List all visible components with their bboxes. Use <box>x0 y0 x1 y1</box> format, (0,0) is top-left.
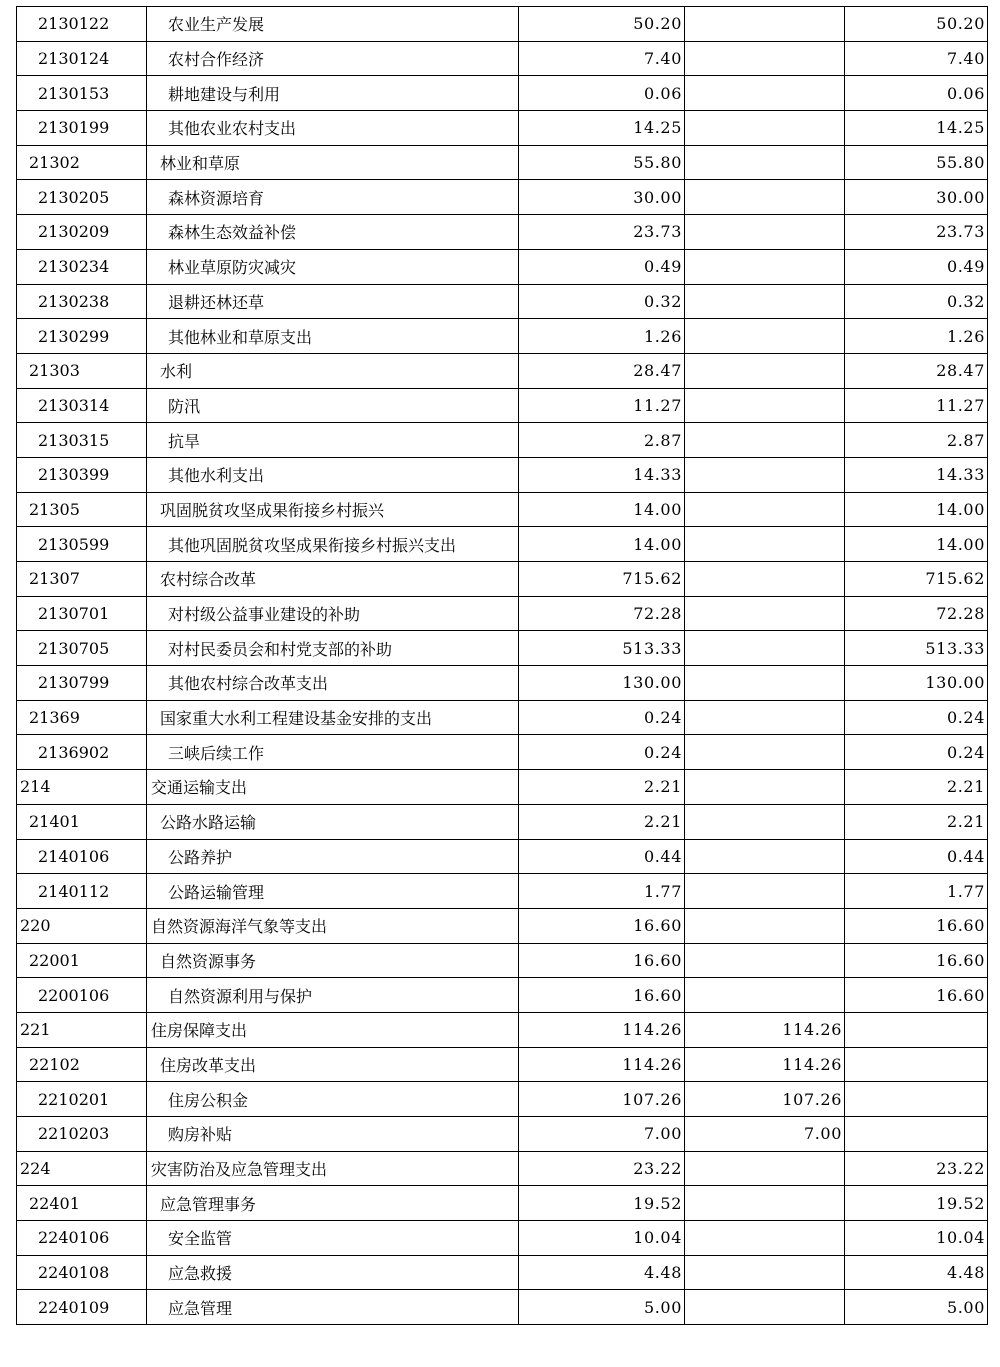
row-project: 11.27 <box>845 388 988 423</box>
row-name: 住房保障支出 <box>147 1012 519 1047</box>
row-name: 林业和草原 <box>147 145 519 180</box>
row-total: 0.06 <box>519 76 685 111</box>
row-name: 公路养护 <box>147 839 519 874</box>
row-project: 10.04 <box>845 1221 988 1256</box>
row-basic <box>685 41 845 76</box>
table-row <box>17 76 988 111</box>
row-total: 14.25 <box>519 111 685 146</box>
row-basic <box>685 770 845 805</box>
table-row <box>17 180 988 215</box>
row-name: 森林生态效益补偿 <box>147 215 519 250</box>
row-project: 2.87 <box>845 423 988 458</box>
row-code: 214 <box>17 770 147 805</box>
row-basic <box>685 735 845 770</box>
table-row <box>17 492 988 527</box>
row-project: 16.60 <box>845 978 988 1013</box>
table-row <box>17 770 988 805</box>
table-row <box>17 457 988 492</box>
table-row <box>17 423 988 458</box>
row-basic <box>685 666 845 701</box>
row-basic <box>685 874 845 909</box>
row-basic <box>685 423 845 458</box>
row-basic <box>685 1221 845 1256</box>
row-name: 其他水利支出 <box>147 457 519 492</box>
row-name: 退耕还林还草 <box>147 284 519 319</box>
row-total: 513.33 <box>519 631 685 666</box>
row-name: 灾害防治及应急管理支出 <box>147 1151 519 1186</box>
table-row <box>17 943 988 978</box>
row-project: 19.52 <box>845 1186 988 1221</box>
row-total: 2.21 <box>519 804 685 839</box>
row-basic <box>685 319 845 354</box>
row-basic <box>685 1151 845 1186</box>
table-row <box>17 596 988 631</box>
row-name: 林业草原防灾减灾 <box>147 249 519 284</box>
row-total: 19.52 <box>519 1186 685 1221</box>
row-code: 21302 <box>17 145 147 180</box>
table-row <box>17 7 988 42</box>
row-project: 0.32 <box>845 284 988 319</box>
row-code: 2130124 <box>17 41 147 76</box>
table-row <box>17 804 988 839</box>
row-total: 23.73 <box>519 215 685 250</box>
row-project: 0.06 <box>845 76 988 111</box>
budget-table-body <box>17 7 988 1325</box>
row-code: 2130234 <box>17 249 147 284</box>
row-name: 耕地建设与利用 <box>147 76 519 111</box>
row-total: 715.62 <box>519 562 685 597</box>
row-total: 114.26 <box>519 1012 685 1047</box>
row-code: 2130315 <box>17 423 147 458</box>
row-code: 220 <box>17 908 147 943</box>
row-total: 0.32 <box>519 284 685 319</box>
row-total: 0.49 <box>519 249 685 284</box>
table-row <box>17 839 988 874</box>
row-total: 16.60 <box>519 943 685 978</box>
row-code: 2140112 <box>17 874 147 909</box>
row-basic: 114.26 <box>685 1012 845 1047</box>
row-code: 21401 <box>17 804 147 839</box>
table-row <box>17 700 988 735</box>
row-name: 应急救援 <box>147 1255 519 1290</box>
row-project <box>845 1012 988 1047</box>
row-project: 50.20 <box>845 7 988 42</box>
table-row <box>17 388 988 423</box>
row-total: 10.04 <box>519 1221 685 1256</box>
table-row <box>17 215 988 250</box>
row-project: 2.21 <box>845 770 988 805</box>
row-code: 224 <box>17 1151 147 1186</box>
row-basic <box>685 353 845 388</box>
row-code: 22001 <box>17 943 147 978</box>
row-total: 0.24 <box>519 700 685 735</box>
table-row <box>17 527 988 562</box>
row-basic <box>685 700 845 735</box>
row-project: 715.62 <box>845 562 988 597</box>
table-row <box>17 284 988 319</box>
row-code: 2130799 <box>17 666 147 701</box>
row-basic <box>685 1255 845 1290</box>
row-project: 14.25 <box>845 111 988 146</box>
row-code: 2130314 <box>17 388 147 423</box>
row-code: 2130122 <box>17 7 147 42</box>
table-row <box>17 111 988 146</box>
row-name: 应急管理事务 <box>147 1186 519 1221</box>
row-total: 16.60 <box>519 908 685 943</box>
row-name: 应急管理 <box>147 1290 519 1325</box>
row-project <box>845 1117 988 1152</box>
row-total: 11.27 <box>519 388 685 423</box>
row-basic <box>685 596 845 631</box>
table-row <box>17 1082 988 1117</box>
row-name: 国家重大水利工程建设基金安排的支出 <box>147 700 519 735</box>
row-total: 7.40 <box>519 41 685 76</box>
row-basic <box>685 562 845 597</box>
row-code: 2240108 <box>17 1255 147 1290</box>
row-code: 2130199 <box>17 111 147 146</box>
row-code: 21369 <box>17 700 147 735</box>
row-name: 抗旱 <box>147 423 519 458</box>
row-name: 购房补贴 <box>147 1117 519 1152</box>
row-name: 公路水路运输 <box>147 804 519 839</box>
row-project: 0.24 <box>845 735 988 770</box>
row-name: 交通运输支出 <box>147 770 519 805</box>
row-project: 2.21 <box>845 804 988 839</box>
table-row <box>17 1117 988 1152</box>
row-project: 7.40 <box>845 41 988 76</box>
row-code: 2130299 <box>17 319 147 354</box>
row-code: 2240109 <box>17 1290 147 1325</box>
row-basic <box>685 249 845 284</box>
row-project: 1.26 <box>845 319 988 354</box>
row-project: 16.60 <box>845 908 988 943</box>
row-name: 其他农村综合改革支出 <box>147 666 519 701</box>
row-basic <box>685 215 845 250</box>
row-code: 21305 <box>17 492 147 527</box>
row-total: 55.80 <box>519 145 685 180</box>
row-name: 住房公积金 <box>147 1082 519 1117</box>
row-total: 23.22 <box>519 1151 685 1186</box>
row-project: 16.60 <box>845 943 988 978</box>
row-code: 21307 <box>17 562 147 597</box>
row-total: 1.26 <box>519 319 685 354</box>
row-total: 130.00 <box>519 666 685 701</box>
row-name: 公路运输管理 <box>147 874 519 909</box>
row-name: 自然资源海洋气象等支出 <box>147 908 519 943</box>
row-basic <box>685 388 845 423</box>
row-name: 其他巩固脱贫攻坚成果衔接乡村振兴支出 <box>147 527 519 562</box>
row-code: 2130238 <box>17 284 147 319</box>
table-row <box>17 874 988 909</box>
row-name: 巩固脱贫攻坚成果衔接乡村振兴 <box>147 492 519 527</box>
table-row <box>17 319 988 354</box>
row-code: 2130209 <box>17 215 147 250</box>
table-row <box>17 41 988 76</box>
table-row <box>17 1012 988 1047</box>
row-project: 0.44 <box>845 839 988 874</box>
table-row <box>17 735 988 770</box>
row-code: 22102 <box>17 1047 147 1082</box>
row-code: 2210203 <box>17 1117 147 1152</box>
row-name: 农业生产发展 <box>147 7 519 42</box>
row-project <box>845 1082 988 1117</box>
row-name: 农村合作经济 <box>147 41 519 76</box>
row-basic <box>685 908 845 943</box>
row-basic: 7.00 <box>685 1117 845 1152</box>
row-project: 1.77 <box>845 874 988 909</box>
row-project: 55.80 <box>845 145 988 180</box>
row-name: 三峡后续工作 <box>147 735 519 770</box>
row-code: 2130701 <box>17 596 147 631</box>
table-row <box>17 562 988 597</box>
row-code: 2130705 <box>17 631 147 666</box>
table-row <box>17 1186 988 1221</box>
row-total: 0.24 <box>519 735 685 770</box>
row-code: 2130599 <box>17 527 147 562</box>
row-basic <box>685 943 845 978</box>
row-code: 21303 <box>17 353 147 388</box>
row-name: 对村级公益事业建设的补助 <box>147 596 519 631</box>
table-row <box>17 631 988 666</box>
row-total: 2.87 <box>519 423 685 458</box>
table-row <box>17 145 988 180</box>
row-basic <box>685 76 845 111</box>
row-code: 2240106 <box>17 1221 147 1256</box>
row-basic <box>685 1290 845 1325</box>
row-total: 28.47 <box>519 353 685 388</box>
row-total: 14.00 <box>519 527 685 562</box>
row-basic <box>685 492 845 527</box>
row-project: 130.00 <box>845 666 988 701</box>
row-name: 其他农业农村支出 <box>147 111 519 146</box>
row-total: 72.28 <box>519 596 685 631</box>
row-project: 72.28 <box>845 596 988 631</box>
row-total: 14.33 <box>519 457 685 492</box>
row-code: 221 <box>17 1012 147 1047</box>
table-row <box>17 1255 988 1290</box>
table-row <box>17 353 988 388</box>
row-project: 30.00 <box>845 180 988 215</box>
row-code: 2136902 <box>17 735 147 770</box>
row-basic <box>685 527 845 562</box>
row-name: 自然资源事务 <box>147 943 519 978</box>
table-row <box>17 1047 988 1082</box>
row-name: 森林资源培育 <box>147 180 519 215</box>
row-code: 2130399 <box>17 457 147 492</box>
row-total: 50.20 <box>519 7 685 42</box>
row-code: 22401 <box>17 1186 147 1221</box>
row-project: 23.22 <box>845 1151 988 1186</box>
budget-table <box>16 6 988 1325</box>
row-project: 14.33 <box>845 457 988 492</box>
row-total: 5.00 <box>519 1290 685 1325</box>
row-project: 23.73 <box>845 215 988 250</box>
row-project: 14.00 <box>845 527 988 562</box>
row-code: 2130205 <box>17 180 147 215</box>
row-total: 2.21 <box>519 770 685 805</box>
row-project: 513.33 <box>845 631 988 666</box>
table-row <box>17 978 988 1013</box>
row-project: 4.48 <box>845 1255 988 1290</box>
row-total: 16.60 <box>519 978 685 1013</box>
row-project: 0.49 <box>845 249 988 284</box>
row-project: 5.00 <box>845 1290 988 1325</box>
row-total: 7.00 <box>519 1117 685 1152</box>
row-name: 水利 <box>147 353 519 388</box>
table-row <box>17 1221 988 1256</box>
row-basic <box>685 284 845 319</box>
row-name: 住房改革支出 <box>147 1047 519 1082</box>
row-code: 2200106 <box>17 978 147 1013</box>
row-name: 其他林业和草原支出 <box>147 319 519 354</box>
row-project: 0.24 <box>845 700 988 735</box>
row-total: 4.48 <box>519 1255 685 1290</box>
row-name: 对村民委员会和村党支部的补助 <box>147 631 519 666</box>
row-project: 28.47 <box>845 353 988 388</box>
row-basic <box>685 7 845 42</box>
table-row <box>17 1290 988 1325</box>
row-total: 0.44 <box>519 839 685 874</box>
row-basic <box>685 145 845 180</box>
row-basic <box>685 1186 845 1221</box>
row-code: 2140106 <box>17 839 147 874</box>
row-name: 自然资源利用与保护 <box>147 978 519 1013</box>
row-code: 2210201 <box>17 1082 147 1117</box>
row-total: 14.00 <box>519 492 685 527</box>
row-project <box>845 1047 988 1082</box>
row-name: 农村综合改革 <box>147 562 519 597</box>
row-code: 2130153 <box>17 76 147 111</box>
row-basic <box>685 111 845 146</box>
table-row <box>17 1151 988 1186</box>
row-basic <box>685 457 845 492</box>
row-basic <box>685 978 845 1013</box>
row-basic: 107.26 <box>685 1082 845 1117</box>
table-row <box>17 249 988 284</box>
row-total: 30.00 <box>519 180 685 215</box>
row-project: 14.00 <box>845 492 988 527</box>
row-basic <box>685 839 845 874</box>
row-name: 安全监管 <box>147 1221 519 1256</box>
row-basic: 114.26 <box>685 1047 845 1082</box>
row-basic <box>685 180 845 215</box>
table-row <box>17 666 988 701</box>
row-total: 107.26 <box>519 1082 685 1117</box>
row-name: 防汛 <box>147 388 519 423</box>
table-row <box>17 908 988 943</box>
row-total: 1.77 <box>519 874 685 909</box>
row-basic <box>685 631 845 666</box>
row-basic <box>685 804 845 839</box>
row-total: 114.26 <box>519 1047 685 1082</box>
